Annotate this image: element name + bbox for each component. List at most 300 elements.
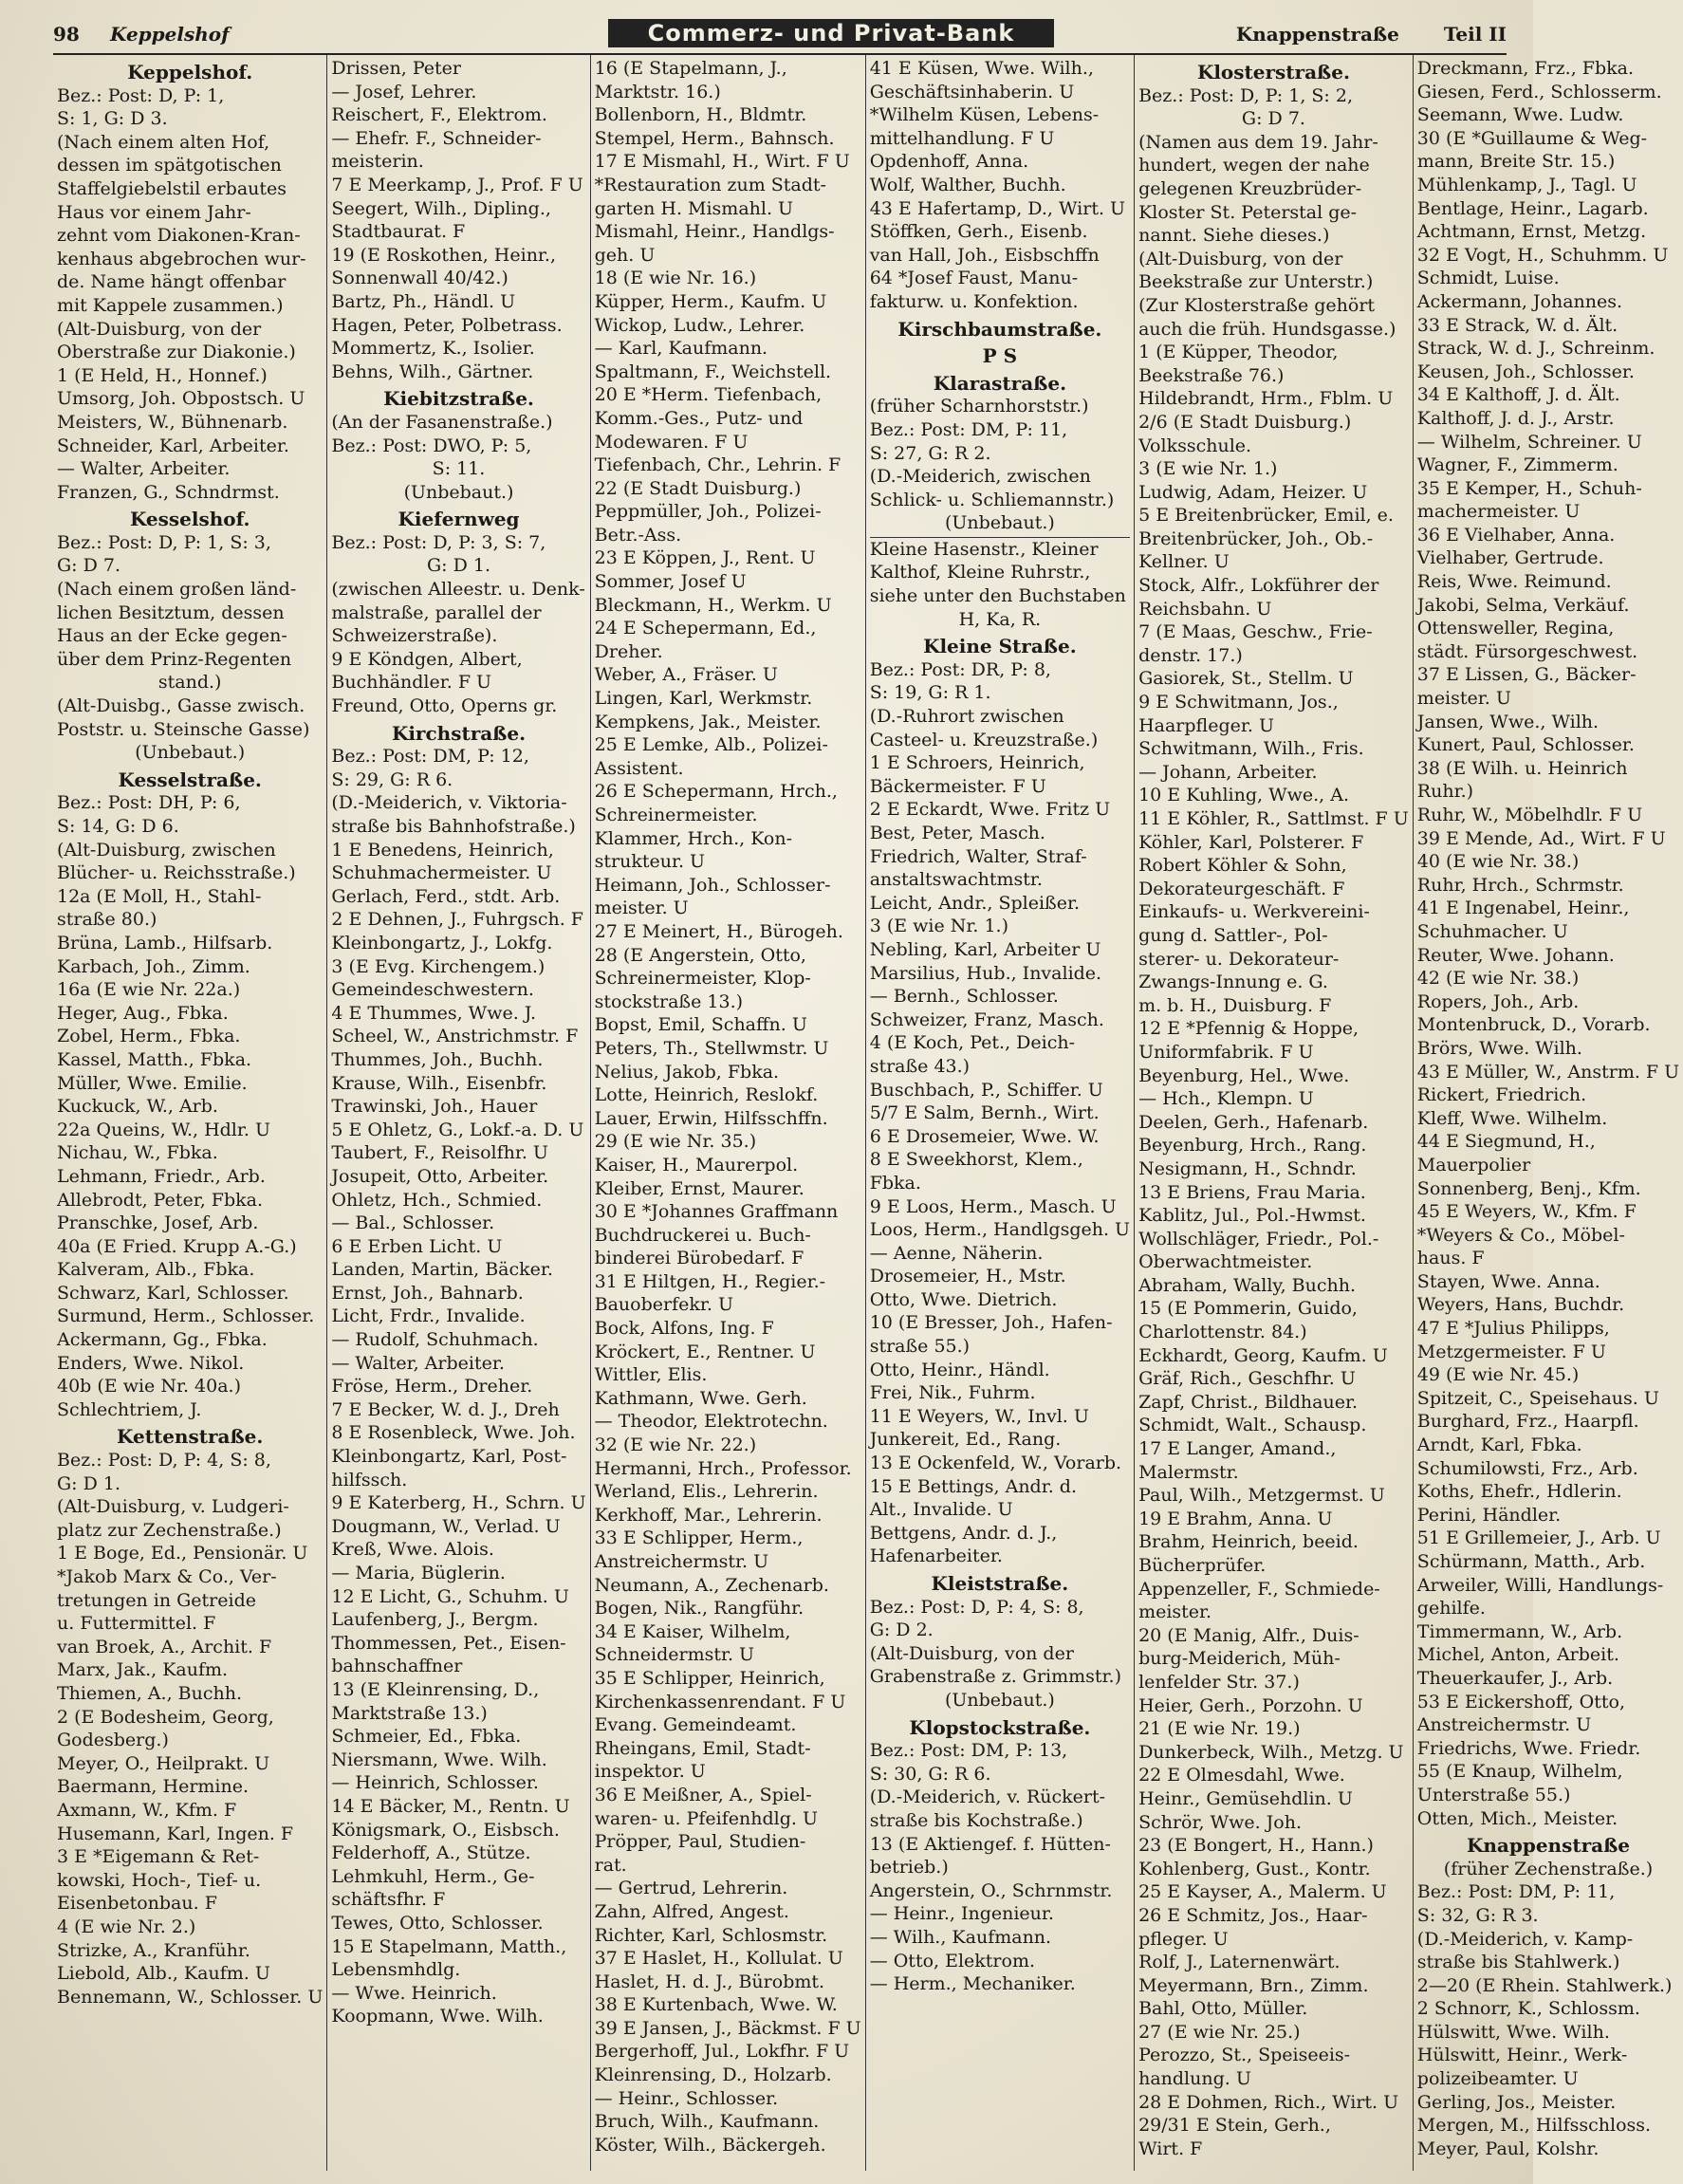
directory-line: 51 E Grillemeier, J., Arb. U [1416,1527,1661,1549]
directory-line: Friedrich, Walter, Straf- [869,845,1087,867]
directory-line: Köhler, Karl, Polsterer. F [1138,831,1364,853]
directory-line: 4 (E wie Nr. 2.) [57,1916,196,1937]
directory-line: Stayen, Wwe. Anna. [1416,1270,1600,1292]
directory-line: (früher Scharnhorststr.) [869,396,1089,417]
directory-line: (Unbebaut.) [135,742,246,764]
directory-line: Wittler, Elis. [594,1364,708,1386]
directory-line: (D.-Meiderich, v. Viktoria- [331,792,567,814]
street-heading: P S [982,344,1018,368]
directory-line: straße bis Stahlwerk.) [1416,1952,1620,1973]
directory-line: Sommer, Josef U [594,571,747,593]
directory-line: 13 E Briens, Frau Maria. [1138,1181,1366,1203]
directory-line: Mergen, M., Hilfsschloss. [1416,2115,1652,2137]
directory-line: Michel, Anton, Arbeit. [1416,1644,1619,1666]
directory-line: 55 (E Knaup, Wilhelm, [1416,1761,1623,1783]
directory-line: 42 (E wie Nr. 38.) [1416,968,1580,990]
directory-line: 15 (E Pommerin, Guido, [1138,1298,1358,1320]
directory-line: Ruhr, Hrch., Schrmstr. [1416,874,1624,896]
directory-line: Klammer, Hrch., Kon- [594,827,793,849]
directory-line: (früher Zechenstraße.) [1443,1858,1654,1879]
directory-line: — Karl, Kaufmann. [594,338,768,360]
street-heading: Kesselstraße. [118,768,262,791]
directory-line: G: D 7. [57,555,121,577]
directory-line: — Wilhelm, Schreiner. U [1416,431,1642,453]
directory-line: 6 E Drosemeier, Wwe. W. [869,1125,1100,1147]
directory-line: Giesen, Ferd., Schlosserm. [1416,81,1662,102]
directory-line: nannt. Siehe dieses.) [1138,225,1330,247]
directory-line: de. Name hängt offenbar [57,271,287,293]
directory-line: Loos, Herm., Handlgsgeh. U [869,1219,1131,1241]
directory-line: 53 E Eickershoff, Otto, [1416,1691,1626,1712]
directory-line: Beekstraße zur Unterstr.) [1138,271,1374,293]
directory-line: Anstreichermstr. U [1416,1714,1592,1736]
directory-column [866,55,1135,2171]
directory-line: (Alt-Duisbg., Gasse zwisch. [57,695,305,717]
directory-line: Dekorateurgeschäft. F [1138,878,1345,899]
directory-line: Ropers, Joh., Arb. [1416,990,1580,1012]
directory-line: (An der Fasanenstraße.) [331,411,553,433]
advertisement-banner: Commerz- und Privat-Bank [608,19,1054,47]
directory-line: — Herm., Mechaniker. [869,1973,1076,1995]
directory-line: Buchdruckerei u. Buch- [594,1224,811,1246]
directory-line: (Alt-Duisburg, zwischen [57,839,276,861]
directory-line: Bäckermeister. F U [869,775,1046,797]
running-head-left: Keppelshof [110,23,230,46]
directory-line: Nesigmann, H., Schndr. [1138,1157,1357,1179]
directory-line: Bez.: Post: DM, P: 11, [869,418,1068,440]
directory-line: 47 E *Julius Philipps, [1416,1318,1610,1340]
street-heading: Kiebitzstraße. [383,387,534,411]
directory-line: Metzgermeister. F U [1416,1341,1606,1362]
directory-line: 41 E Ingenabel, Heinr., [1416,898,1630,919]
directory-line: G: D 2. [869,1619,934,1641]
directory-line: Schrör, Wwe. Joh. [1138,1811,1303,1833]
directory-line: Lotte, Heinrich, Reslokf. [594,1084,819,1106]
directory-line: Bennemann, W., Schlosser. U [57,1986,324,2008]
directory-line: Brörs, Wwe. Wilh. [1416,1037,1582,1059]
directory-line: Marktstraße 13.) [331,1702,488,1724]
directory-line: Jansen, Wwe., Wilh. [1416,711,1600,732]
directory-line: geh. U [594,244,656,266]
directory-line: 25 E Kayser, A., Malerm. U [1138,1881,1387,1903]
directory-line: Brahm, Heinrich, beeid. [1138,1531,1359,1553]
directory-line: pfleger. U [1138,1928,1229,1950]
directory-line: garten H. Mismahl. U [594,197,794,219]
directory-line: tretungen in Getreide [57,1589,256,1611]
directory-line: Sonnenwall 40/42.) [331,268,509,289]
directory-line: Nebling, Karl, Arbeiter U [869,938,1101,960]
directory-line: 22a Queins, W., Hdlr. U [57,1119,270,1140]
directory-line: Theuerkaufer, J., Arb. [1416,1667,1614,1689]
directory-line: Timmermann, W., Arb. [1416,1620,1623,1642]
directory-line: Schreinermeister. [594,805,758,825]
directory-line: 45 E Weyers, W., Kfm. F [1416,1201,1637,1223]
directory-line: mittelhandlung. F U [869,127,1055,149]
directory-line: *Restauration zum Stadt- [594,174,826,195]
directory-line: Schmidt, Walt., Schausp. [1138,1415,1367,1436]
directory-line: Bopst, Emil, Schaffn. U [594,1014,807,1036]
directory-line: Heger, Aug., Fbka. [57,1002,229,1024]
directory-line: — Rudolf, Schuhmach. [331,1329,539,1351]
directory-line: Oberstraße zur Diakonie.) [57,342,296,363]
directory-line: (Alt-Duisburg, von der [869,1642,1074,1664]
directory-line: Josupeit, Otto, Arbeiter. [331,1165,549,1187]
street-heading: Kettenstraße. [117,1425,264,1449]
directory-line: Bez.: Post: D, P: 1, [57,84,225,106]
directory-line: straße 80.) [57,909,157,931]
directory-line: gehilfe. [1416,1598,1486,1619]
directory-line: (D.-Ruhrort zwischen [869,706,1064,728]
directory-line: Evang. Gemeindeamt. [594,1714,797,1736]
page-number: 98 [53,23,80,46]
directory-line: Bez.: Post: D, P: 3, S: 7, [331,531,546,553]
directory-line: 3 (E wie Nr. 1.) [869,916,1009,937]
directory-line: 15 E Bettings, Andr. d. [869,1475,1077,1497]
street-heading: Kleine Straße. [923,635,1077,658]
directory-line: malstraße, parallel der [331,602,542,623]
directory-line: 40b (E wie Nr. 40a.) [57,1376,241,1397]
directory-line: Deelen, Gerh., Hafenarb. [1138,1111,1369,1133]
directory-line: machermeister. U [1416,501,1581,523]
directory-line: Kalthof, Kleine Ruhrstr., [869,562,1091,583]
directory-line: — Ehefr. F., Schneider- [331,127,542,149]
directory-line: dessen im spätgotischen [57,155,282,176]
directory-line: straße 43.) [869,1055,971,1077]
directory-line: Otto, Heinr., Händl. [869,1359,1050,1380]
directory-line: Beekstraße 76.) [1138,364,1285,386]
directory-line: Bleckmann, H., Werkm. U [594,594,832,616]
directory-line: Dreher. [594,640,663,662]
directory-line: hundert, wegen der nahe [1138,155,1370,176]
directory-line: 9 E Loos, Herm., Masch. U [869,1195,1117,1217]
directory-line: Liebold, Alb., Kaufm. U [57,1963,270,1985]
directory-line: Schweizerstraße). [331,625,498,647]
directory-line: 1 (E Küpper, Theodor, [1138,342,1339,363]
directory-line: Lingen, Karl, Werkmstr. [594,688,813,710]
directory-line: 24 E Schepermann, Ed., [594,618,817,639]
directory-line: S: 11. [432,458,486,480]
directory-line: haus. F [1416,1248,1485,1269]
directory-line: 30 (E *Guillaume & Weg- [1416,127,1648,149]
directory-line: Laufenberg, J., Bergm. [331,1609,539,1631]
directory-line: Strack, W. d. J., Schreinm. [1416,338,1655,360]
directory-line: Appenzeller, F., Schmiede- [1138,1578,1380,1600]
directory-line: Königsmark, O., Eisbsch. [331,1819,560,1841]
directory-line: Poststr. u. Steinsche Gasse) [57,718,310,740]
directory-line: Otto, Wwe. Dietrich. [869,1288,1058,1310]
directory-line: stockstraße 13.) [594,990,744,1012]
directory-line: Sonnenberg, Benj., Kfm. [1416,1177,1641,1199]
directory-line: straße 55.) [869,1336,971,1358]
directory-line: Landen, Martin, Bäcker. [331,1259,553,1281]
directory-line: Heinr., Gemüsehdlin. U [1138,1787,1353,1809]
directory-columns [53,55,1680,2171]
directory-line: Fbka. [869,1172,921,1194]
directory-line: Hülswitt, Wwe. Wilh. [1416,2021,1610,2043]
directory-line: — Hch., Klempn. U [1138,1088,1314,1110]
directory-line: 32 (E wie Nr. 22.) [594,1434,757,1456]
directory-line: Stöffken, Gerh., Eisenb. [869,221,1088,243]
directory-line: 36 E Meißner, A., Spiel- [594,1784,812,1805]
directory-line: Bollenborn, H., Bldmtr. [594,104,807,126]
directory-line: Komm.-Ges., Putz- und [594,407,804,429]
directory-line: Mauerpolier [1416,1154,1531,1175]
directory-line: (Unbebaut.) [944,1689,1055,1711]
directory-line: Dunkerbeck, Wilh., Metzg. U [1138,1741,1404,1763]
directory-line: Bez.: Post: DR, P: 8, [869,658,1051,680]
directory-line: betrieb.) [869,1857,949,1879]
directory-line: 7 E Becker, W. d. J., Dreh [331,1398,560,1420]
directory-line: 39 E Mende, Ad., Wirt. F U [1416,827,1666,849]
directory-line: Montenbruck, D., Vorarb. [1416,1014,1651,1036]
directory-line: Pröpper, Paul, Studien- [594,1831,806,1853]
directory-line: Thiemen, A., Buchh. [57,1682,243,1704]
directory-line: Mommertz, K., Isolier. [331,338,535,360]
directory-column [1414,55,1683,2171]
running-head-part: Teil II [1443,23,1507,46]
directory-line: Kassel, Matth., Fbka. [57,1048,252,1070]
directory-line: Weber, A., Fräser. U [594,664,778,686]
directory-line: Behns, Wilh., Gärtner. [331,361,534,382]
directory-line: Hafenarbeiter. [869,1545,1003,1567]
directory-line: 3 (E wie Nr. 1.) [1138,458,1278,480]
directory-line: Nelius, Jakob, Fbka. [594,1061,780,1083]
directory-line: (D.-Meiderich, v. Rückert- [869,1786,1106,1808]
directory-line: anstaltswachtmstr. [869,869,1043,891]
directory-line: 7 E Meerkamp, J., Prof. F U [331,174,583,195]
directory-line: Schlechtriem, J. [57,1398,202,1420]
directory-line: Schmidt, Luise. [1416,268,1560,289]
directory-line: Staffelgiebelstil erbautes [57,177,287,199]
directory-line: 1 E Schroers, Heinrich, [869,752,1085,774]
directory-line: Krause, Wilh., Eisenbfr. [331,1072,547,1094]
directory-line: handlung. U [1138,2068,1251,2090]
directory-line: bahnschaffner [331,1656,463,1677]
directory-line: Haus vor einem Jahr- [57,201,251,223]
directory-line: waren- u. Pfeifenhdlg. U [594,1807,818,1829]
directory-line: (Alt-Duisburg, v. Ludgeri- [57,1496,289,1518]
directory-line: meister. U [594,898,689,919]
directory-line: Kalveram, Alb., Fbka. [57,1259,255,1281]
page-header [53,15,1507,55]
directory-line: Bez.: Post: DWO, P: 5, [331,435,532,456]
directory-line: S: 1, G: D 3. [57,108,168,130]
directory-line: 28 (E Angerstein, Otto, [594,944,806,966]
directory-line: Meyer, Paul, Kolshr. [1416,2138,1600,2159]
directory-line: Marsilius, Hub., Invalide. [869,962,1102,984]
directory-line: Rolf, J., Laternenwärt. [1138,1952,1341,1973]
directory-line: meisterin. [331,151,424,173]
directory-line: kenhaus abgebrochen wur- [57,248,306,269]
directory-line: 30 E *Johannes Graffmann [594,1201,839,1223]
directory-line: 9 E Köndgen, Albert, [331,648,523,670]
directory-line: — Walter, Arbeiter. [57,458,231,480]
running-head-street: Knappenstraße [1235,23,1399,46]
directory-line: Küpper, Herm., Kaufm. U [594,290,827,312]
directory-line: G: D 7. [1241,108,1305,130]
directory-line: über dem Prinz-Regenten [57,648,292,670]
directory-line: Lauer, Erwin, Hilfsschffn. [594,1107,828,1129]
directory-line: Zobel, Herm., Fbka. [57,1026,241,1047]
directory-line: Marx, Jak., Kaufm. [57,1659,229,1681]
directory-line: 25 E Lemke, Alb., Polizei- [594,734,828,756]
directory-line: Bergerhoff, Jul., Lokfhr. F U [594,2041,850,2063]
directory-line: Seegert, Wilh., Dipling., [331,197,551,219]
directory-line: Arweiler, Willi, Handlungs- [1416,1574,1664,1596]
directory-line: Hülswitt, Heinr., Werk- [1416,2045,1628,2066]
directory-line: Drissen, Peter [331,58,461,79]
directory-line: Uniformfabrik. F U [1138,1041,1314,1063]
directory-line: 35 E Schlipper, Heinrich, [594,1667,825,1689]
directory-line: 27 E Meinert, H., Bürogeh. [594,920,843,942]
directory-line: denstr. 17.) [1138,644,1243,666]
directory-line: 12 E *Pfennig & Hoppe, [1138,1018,1359,1040]
directory-line: 20 (E Manig, Alfr., Duis- [1138,1624,1359,1646]
directory-line: Wolf, Walther, Buchh. [869,174,1066,195]
directory-line: kowski, Hoch-, Tief- u. [57,1869,262,1891]
directory-line: Wirt. F [1138,2138,1203,2159]
directory-line: gelegenen Kreuzbrüder- [1138,177,1362,199]
directory-line: Zahn, Alfred, Angest. [594,1900,789,1922]
directory-line: Kleff, Wwe. Wilhelm. [1416,1107,1608,1129]
directory-line: Keusen, Joh., Schlosser. [1416,361,1635,382]
directory-line: (Alt-Duisburg, von der [1138,248,1343,269]
directory-line: Arndt, Karl, Fbka. [1416,1434,1582,1456]
directory-line: 43 E Müller, W., Anstrm. F U [1416,1061,1680,1083]
directory-line: inspektor. U [594,1761,706,1783]
directory-line: 41 E Küsen, Wwe. Wilh., [869,58,1094,79]
directory-line: G: D 1. [57,1472,121,1494]
directory-line: Fröse, Herm., Dreher. [331,1376,533,1397]
directory-line: Ackermann, Johannes. [1416,290,1623,312]
directory-line: 13 (E Kleinrensing, D., [331,1678,540,1700]
directory-line: 13 E Ockenfeld, W., Vorarb. [869,1453,1122,1474]
directory-line: Kuckuck, W., Arb. [57,1096,218,1118]
directory-line: Drosemeier, H., Mstr. [869,1266,1066,1287]
directory-line: Casteel- u. Kreuzstraße.) [869,729,1099,750]
directory-line: lenfelder Str. 37.) [1138,1671,1300,1693]
directory-line: Kunert, Paul, Schlosser. [1416,734,1635,756]
directory-line: (Nach einem großen länd- [57,579,297,601]
directory-line: 2/6 (E Stadt Duisburg.) [1138,411,1352,433]
directory-line: Wollschläger, Friedr., Pol.- [1138,1228,1379,1249]
directory-line: Kalthoff, J. d. J., Arstr. [1416,407,1615,429]
directory-line: 1 E Boge, Ed., Pensionär. U [57,1543,308,1564]
directory-line: 27 (E wie Nr. 25.) [1138,2021,1301,2043]
directory-line: Kloster St. Peterstal ge- [1138,201,1358,223]
directory-line: S: 32, G: R 3. [1416,1904,1539,1926]
directory-line: Ernst, Joh., Bahnarb. [331,1282,524,1304]
directory-line: Hagen, Peter, Polbetrass. [331,314,563,336]
directory-line: 9 E Katerberg, H., Schrn. U [331,1492,586,1514]
directory-line: Opdenhoff, Anna. [869,151,1029,173]
directory-line: Seemann, Wwe. Ludw. [1416,104,1624,126]
directory-line: Lebensmhdlg. [331,1959,461,1981]
directory-line: Ruhr.) [1416,781,1474,803]
directory-line: 29/31 E Stein, Gerh., [1138,2115,1331,2137]
directory-line: 19 E Brahm, Anna. U [1138,1508,1333,1529]
directory-line: 3 (E Evg. Kirchengem.) [331,955,546,977]
directory-line: Felderhoff, A., Stütze. [331,1842,531,1864]
street-heading: Keppelshof. [127,61,253,83]
directory-line: Gräf, Rich., Geschfhr. U [1138,1368,1356,1390]
directory-line: Köster, Wilh., Bäckergeh. [594,2134,826,2156]
directory-line: 10 (E Bresser, Joh., Hafen- [869,1312,1113,1334]
directory-line: Bentlage, Heinr., Lagarb. [1416,197,1649,219]
directory-line: Peters, Th., Stellwmstr. U [594,1037,829,1059]
directory-line: 22 (E Stadt Duisburg.) [594,477,802,499]
directory-line: Bauoberfekr. U [594,1294,733,1316]
directory-line: Marktstr. 16.) [594,81,721,102]
directory-line: 7 (E Maas, Geschw., Frie- [1138,621,1373,643]
directory-line: Jakobi, Selma, Verkäuf. [1416,594,1630,616]
directory-line: — Bernh., Schlosser. [869,986,1059,1008]
directory-line: 37 E Haslet, H., Kollulat. U [594,1948,843,1970]
directory-line: Bez.: Post: D, P: 4, S: 8, [869,1596,1084,1618]
directory-line: Umsorg, Joh. Obpostsch. U [57,388,305,410]
directory-line: Franzen, G., Schndrmst. [57,481,280,503]
directory-line: Assistent. [594,757,684,779]
directory-line: Angerstein, O., Schrnmstr. [869,1879,1113,1901]
directory-line: *Wilhelm Küsen, Lebens- [869,104,1100,126]
directory-line: Richter, Karl, Schlosmstr. [594,1924,828,1946]
directory-line: u. Futtermittel. F [57,1613,216,1635]
directory-line: Zwangs-Innung e. G. [1138,972,1328,993]
directory-line: Alt., Invalide. U [869,1499,1013,1521]
directory-line: Schweizer, Franz, Masch. [869,1009,1104,1030]
directory-line: burg-Meiderich, Müh- [1138,1648,1341,1670]
directory-line: 39 E Jansen, J., Bäckmst. F U [594,2017,861,2039]
directory-line: 15 E Stapelmann, Matth., [331,1935,567,1957]
directory-line: Kaiser, H., Maurerpol. [594,1154,799,1175]
directory-line: Oberwachtmeister. [1138,1251,1313,1273]
directory-line: Mismahl, Heinr., Handlgs- [594,221,835,243]
directory-line: Gerling, Jos., Meister. [1416,2091,1617,2113]
directory-line: 4 (E Koch, Pet., Deich- [869,1032,1075,1054]
directory-line: Reichsbahn. U [1138,598,1272,620]
directory-line: meister. [1138,1601,1212,1623]
directory-line: 16 (E Stapelmann, J., [594,58,787,79]
directory-line: Karbach, Joh., Zimm. [57,955,250,977]
directory-line: Burghard, Frz., Haarpfl. [1416,1411,1639,1433]
directory-line: Wagner, F., Zimmerm. [1416,454,1618,476]
directory-line: 12a (E Moll, H., Stahl- [57,885,262,907]
directory-line: rat. [594,1854,627,1876]
directory-line: 38 (E Wilh. u. Heinrich [1416,757,1628,779]
directory-line: van Broek, A., Archit. F [57,1636,272,1657]
directory-line: Freund, Otto, Operns gr. [331,695,558,717]
directory-line: Peppmüller, Joh., Polizei- [594,501,822,523]
directory-line: Grabenstraße z. Grimmstr.) [869,1666,1121,1688]
directory-line: — Maria, Büglerin. [331,1563,506,1583]
directory-line: 38 E Kurtenbach, Wwe. W. [594,1994,838,2016]
directory-line: Betr.-Ass. [594,524,682,546]
directory-line: Kreß, Wwe. Alois. [331,1539,494,1561]
directory-line: schäftsfhr. F [331,1889,446,1911]
directory-line: 35 E Kemper, H., Schuh- [1416,477,1642,499]
directory-line: Trawinski, Joh., Hauer [331,1096,538,1118]
directory-line: Kleinrensing, D., Holzarb. [594,2064,832,2086]
directory-line: 33 E Strack, W. d. Ält. [1416,314,1618,336]
directory-line: van Hall, Joh., Eisbschffn [869,244,1100,266]
directory-line: (Zur Klosterstraße gehört [1138,294,1376,316]
directory-line: lichen Besitztum, dessen [57,602,285,623]
directory-line: fakturw. u. Konfektion. [869,290,1079,312]
directory-line: Bartz, Ph., Händl. U [331,290,516,312]
directory-line: Zapf, Christ., Bildhauer. [1138,1391,1359,1413]
street-heading: Kiefernweg [398,508,520,531]
directory-line: Kröckert, E., Rentner. U [594,1341,816,1362]
